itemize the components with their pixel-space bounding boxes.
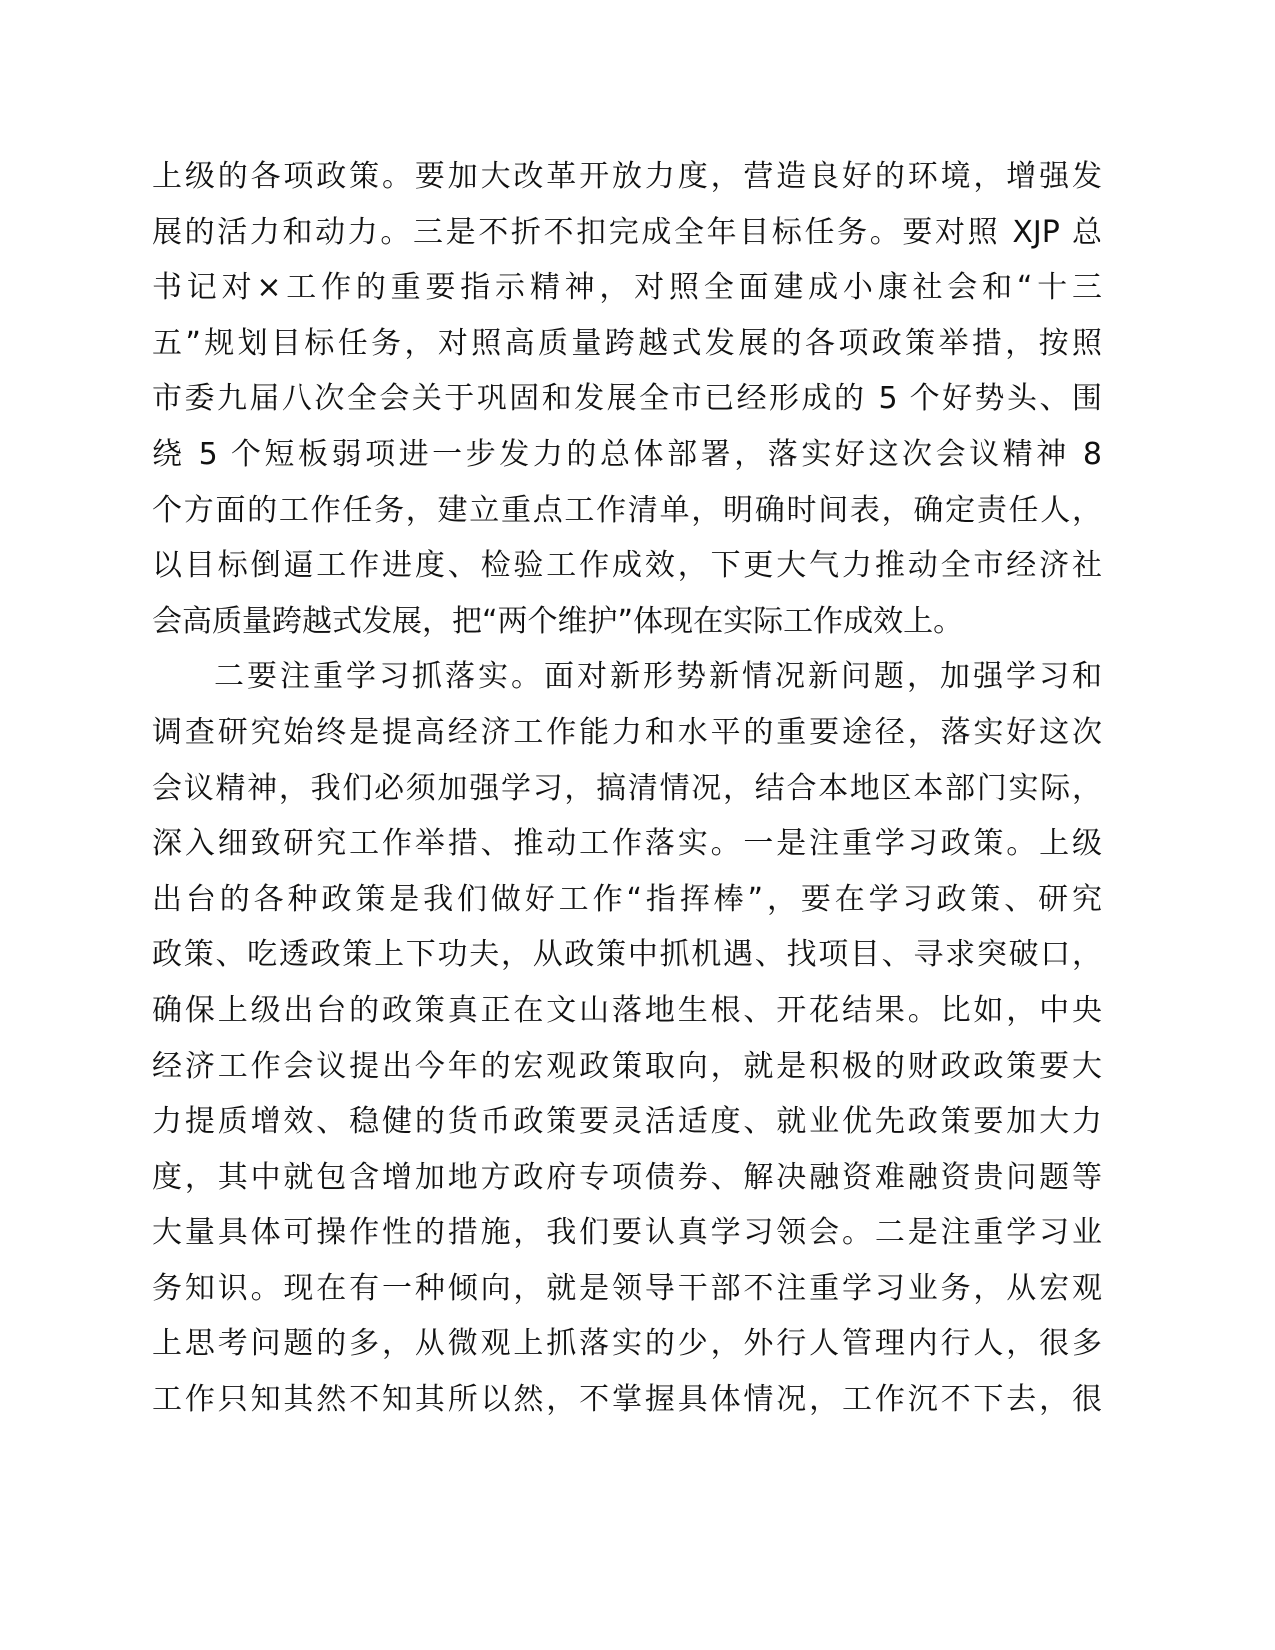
text-line: 会高质量跨越式发展，把“两个维护”体现在实际工作成效上。: [152, 603, 964, 639]
text-line: 大量具体可操作性的措施，我们要认真学习领会。二是注重学习业: [152, 1215, 1102, 1251]
text-line: 个方面的工作任务，建立重点工作清单，明确时间表，确定责任人，: [152, 492, 1102, 528]
text-line: 上级的各项政策。要加大改革开放力度，营造良好的环境，增强发: [152, 159, 1102, 194]
text-line: 工作只知其然不知其所以然，不掌握具体情况，工作沉不下去，很: [152, 1382, 1102, 1418]
text-line: 市委九届八次全会关于巩固和发展全市已经形成的 5 个好势头、围: [152, 381, 1102, 417]
text-line: 书记对×工作的重要指示精神，对照全面建成小康社会和“十三: [152, 270, 1102, 306]
text-line: 力提质增效、稳健的货币政策要灵活适度、就业优先政策要加大力: [152, 1104, 1102, 1140]
text-line: 会议精神，我们必须加强学习，搞清情况，结合本地区本部门实际，: [152, 770, 1102, 806]
text-line: 深入细致研究工作举措、推动工作落实。一是注重学习政策。上级: [152, 826, 1102, 862]
text-line: 五”规划目标任务，对照高质量跨越式发展的各项政策举措，按照: [152, 325, 1102, 361]
text-line: 出台的各种政策是我们做好工作“指挥棒”，要在学习政策、研究: [152, 881, 1102, 917]
text-line: 以目标倒逼工作进度、检验工作成效，下更大气力推动全市经济社: [152, 548, 1102, 584]
text-line: 调查研究始终是提高经济工作能力和水平的重要途径，落实好这次: [152, 714, 1102, 750]
text-line: 度，其中就包含增加地方政府专项债券、解决融资难融资贵问题等: [152, 1159, 1102, 1195]
text-line: 务知识。现在有一种倾向，就是领导干部不注重学习业务，从宏观: [152, 1270, 1102, 1306]
text-line: 展的活力和动力。三是不折不扣完成全年目标任务。要对照 XJP 总: [152, 214, 1102, 250]
text-line: 上思考问题的多，从微观上抓落实的少，外行人管理内行人，很多: [152, 1326, 1102, 1362]
text-line: 绕 5 个短板弱项进一步发力的总体部署，落实好这次会议精神 8: [152, 436, 1102, 472]
body-text: [152, 149, 1102, 1428]
text-line: 二要注重学习抓落实。面对新形势新情况新问题，加强学习和: [214, 659, 1102, 695]
text-line: 经济工作会议提出今年的宏观政策取向，就是积极的财政政策要大: [152, 1048, 1102, 1084]
text-line: 政策、吃透政策上下功夫，从政策中抓机遇、找项目、寻求突破口，: [152, 937, 1102, 973]
text-line: 确保上级出台的政策真正在文山落地生根、开花结果。比如，中央: [152, 992, 1102, 1028]
